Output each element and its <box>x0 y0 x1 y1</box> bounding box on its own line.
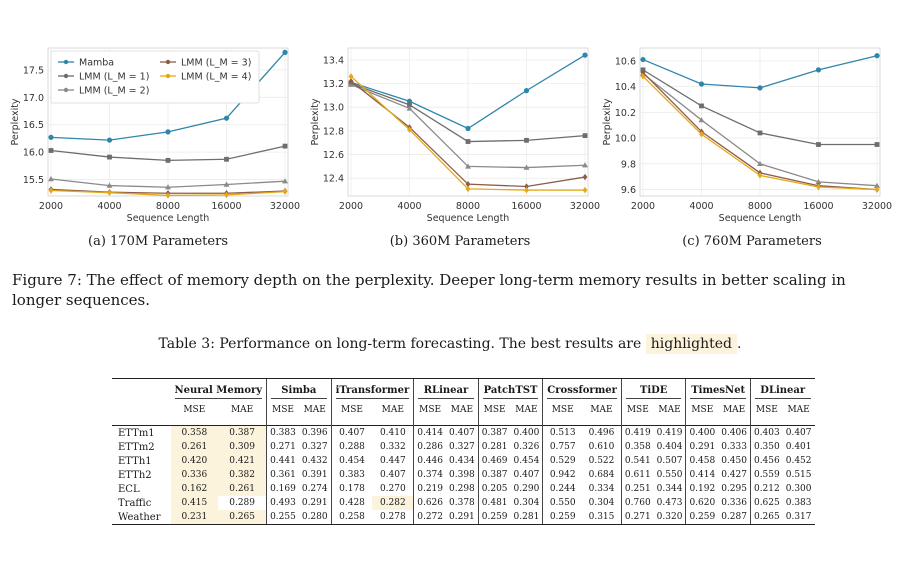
metric-value: 0.420 <box>171 454 219 468</box>
table-caption-suffix: . <box>737 336 742 352</box>
legend-marker <box>64 88 68 92</box>
y-tick-label: 10.6 <box>614 56 636 68</box>
x-tick-label: 4000 <box>689 201 714 212</box>
data-point <box>166 158 171 163</box>
model-header <box>621 379 686 402</box>
metric-value: 0.942 <box>543 468 582 482</box>
metric-value: 0.611 <box>621 468 653 482</box>
metric-value: 0.304 <box>513 498 540 508</box>
metric-value: 0.515 <box>785 470 812 480</box>
chart-svg <box>600 40 892 230</box>
y-tick-label: 17.5 <box>22 65 44 77</box>
metric-value: 0.298 <box>449 484 475 494</box>
metric-header: MAE <box>787 405 810 415</box>
subcaption-c: (c) 760M Parameters <box>682 234 822 249</box>
x-axis-label: Sequence Length <box>718 213 802 224</box>
metric-value: 0.383 <box>785 498 812 508</box>
metric-value: 0.280 <box>299 510 331 525</box>
data-point <box>583 133 588 138</box>
table-row <box>112 440 815 454</box>
metric-value: 0.481 <box>478 496 510 510</box>
metric-value: 0.421 <box>218 454 266 468</box>
data-point <box>524 138 529 143</box>
x-tick-label: 32000 <box>569 201 601 212</box>
table-row <box>112 496 815 510</box>
y-tick-label: 17.0 <box>22 92 44 104</box>
y-tick-label: 9.6 <box>620 185 636 197</box>
metric-value: 0.522 <box>588 456 615 466</box>
metric-value: 0.406 <box>718 426 750 441</box>
model-header <box>267 379 332 402</box>
model-header <box>171 379 267 402</box>
model-name: Simba <box>271 385 327 399</box>
y-tick-label: 10.2 <box>614 107 636 119</box>
metric-value: 0.336 <box>171 468 219 482</box>
metric-value: 0.327 <box>449 442 475 452</box>
x-tick-label: 8000 <box>455 201 481 212</box>
model-name: TiDE <box>626 385 682 399</box>
metric-value: 0.261 <box>171 440 219 454</box>
x-tick-label: 8000 <box>747 201 773 212</box>
metric-value: 0.400 <box>511 426 543 441</box>
metric-value: 0.620 <box>686 496 718 510</box>
data-point <box>107 137 112 142</box>
metric-value: 0.270 <box>379 484 406 494</box>
y-tick-label: 13.0 <box>322 102 344 114</box>
metric-value: 0.162 <box>171 482 219 496</box>
data-point <box>699 104 704 109</box>
data-point <box>757 85 762 90</box>
y-tick-label: 13.2 <box>322 79 344 91</box>
y-axis-label: Perplexity <box>310 98 321 146</box>
table-row <box>112 454 815 468</box>
metric-value: 0.169 <box>267 482 299 496</box>
metric-value: 0.300 <box>785 484 812 494</box>
metric-value: 0.625 <box>750 496 782 510</box>
metric-value: 0.441 <box>267 454 299 468</box>
data-point <box>466 139 471 144</box>
table-header-models <box>112 379 815 402</box>
metric-value: 0.259 <box>478 510 510 525</box>
table-caption-highlight: highlighted <box>646 334 737 354</box>
metric-value: 0.473 <box>656 498 683 508</box>
metric-value: 0.396 <box>299 426 331 441</box>
metric-value: 0.387 <box>478 426 510 441</box>
metric-value: 0.265 <box>218 510 266 525</box>
metric-header: MAE <box>450 405 474 415</box>
metric-value: 0.334 <box>588 484 615 494</box>
data-point <box>816 67 821 72</box>
metric-value: 0.383 <box>267 426 299 441</box>
metric-header: MSE <box>183 405 206 415</box>
metric-value: 0.272 <box>414 510 446 525</box>
metric-value: 0.205 <box>478 482 510 496</box>
data-point <box>699 81 704 86</box>
x-tick-label: 2000 <box>38 201 64 212</box>
metric-value: 0.358 <box>171 426 219 441</box>
metric-value: 0.407 <box>331 426 372 441</box>
x-tick-label: 8000 <box>155 201 181 212</box>
metric-header: MSE <box>621 401 653 426</box>
x-tick-label: 32000 <box>861 201 893 212</box>
metric-header: MSE <box>543 401 582 426</box>
metric-value: 0.757 <box>543 440 582 454</box>
dataset-name: ECL <box>118 483 140 495</box>
metric-value: 0.251 <box>621 482 653 496</box>
model-header <box>543 379 622 402</box>
chart-170m <box>8 40 300 230</box>
legend-label: LMM (L_M = 1) <box>79 71 150 83</box>
figure-caption: Figure 7: The effect of memory depth on the perplexity. Deeper long-term memory results in better scaling in longer sequences. <box>12 271 846 309</box>
data-point <box>875 142 880 147</box>
dataset-name: ETTh2 <box>118 469 152 481</box>
metric-value: 0.291 <box>686 440 718 454</box>
dataset-name: ETTm2 <box>118 441 155 453</box>
metric-header: MSE <box>331 401 372 426</box>
metric-value: 0.350 <box>750 440 782 454</box>
data-point <box>874 53 879 58</box>
metric-value: 0.255 <box>267 510 299 525</box>
metric-value: 0.407 <box>379 470 406 480</box>
model-header <box>414 379 479 402</box>
table-row <box>112 482 815 496</box>
y-tick-label: 16.0 <box>22 147 44 159</box>
x-tick-label: 16000 <box>803 201 834 212</box>
metric-value: 0.261 <box>218 482 266 496</box>
metric-value: 0.304 <box>588 498 615 508</box>
metric-header: MAE <box>722 405 746 415</box>
metric-header: MSE <box>750 401 782 426</box>
metric-value: 0.192 <box>686 482 718 496</box>
legend-label: LMM (L_M = 3) <box>181 57 252 69</box>
x-tick-label: 2000 <box>630 201 656 212</box>
data-point <box>49 148 54 153</box>
forecasting-results-table <box>112 378 815 525</box>
metric-value: 0.626 <box>414 496 446 510</box>
model-header <box>750 379 814 402</box>
metric-value: 0.259 <box>686 510 718 525</box>
metric-value: 0.513 <box>543 426 582 441</box>
y-tick-label: 13.4 <box>322 55 344 67</box>
table-corner <box>112 401 171 426</box>
y-axis-label: Perplexity <box>10 98 21 146</box>
metric-header: MAE <box>230 405 254 415</box>
metric-value: 0.344 <box>656 484 683 494</box>
metric-value: 0.259 <box>543 510 582 525</box>
metric-header: MAE <box>590 405 613 415</box>
data-point <box>640 57 645 62</box>
metric-value: 0.428 <box>331 496 372 510</box>
metric-header: MSE <box>478 401 510 426</box>
metric-value: 0.415 <box>171 496 219 510</box>
metric-header: MAE <box>303 405 326 415</box>
table-caption <box>0 336 900 352</box>
table-corner <box>112 379 171 402</box>
y-tick-label: 10.0 <box>614 133 636 145</box>
y-tick-label: 16.5 <box>22 120 44 132</box>
metric-value: 0.315 <box>582 510 621 525</box>
metric-value: 0.332 <box>379 442 406 452</box>
dataset-name: Weather <box>112 510 171 525</box>
model-name: iTransformer <box>336 385 410 399</box>
metric-value: 0.374 <box>414 468 446 482</box>
chart-360m <box>308 40 600 230</box>
metric-value: 0.244 <box>543 482 582 496</box>
metric-value: 0.281 <box>478 440 510 454</box>
legend-label: Mamba <box>79 57 115 69</box>
y-tick-label: 15.5 <box>22 175 44 187</box>
metric-value: 0.432 <box>301 456 328 466</box>
metric-value: 0.326 <box>513 442 540 452</box>
metric-value: 0.407 <box>446 426 478 441</box>
y-tick-label: 9.8 <box>620 159 636 171</box>
metric-value: 0.550 <box>543 496 582 510</box>
metric-value: 0.458 <box>686 454 718 468</box>
metric-value: 0.391 <box>301 470 328 480</box>
x-axis-label: Sequence Length <box>126 213 210 224</box>
metric-value: 0.410 <box>372 426 413 441</box>
metric-value: 0.361 <box>267 468 299 482</box>
metric-value: 0.507 <box>656 456 683 466</box>
metric-value: 0.271 <box>267 440 299 454</box>
metric-value: 0.378 <box>449 498 475 508</box>
metric-value: 0.610 <box>588 442 615 452</box>
legend-label: LMM (L_M = 4) <box>181 71 252 83</box>
metric-value: 0.178 <box>331 482 372 496</box>
metric-value: 0.541 <box>621 454 653 468</box>
x-tick-label: 32000 <box>269 201 301 212</box>
chart-760m <box>600 40 892 230</box>
metric-value: 0.427 <box>721 470 747 480</box>
chart-svg <box>308 40 600 230</box>
data-point <box>758 131 763 136</box>
metric-value: 0.419 <box>654 426 686 441</box>
metric-value: 0.383 <box>331 468 372 482</box>
model-name: Crossformer <box>547 385 617 399</box>
data-point <box>282 50 287 55</box>
model-name: Neural Memory <box>175 385 263 399</box>
metric-value: 0.271 <box>621 510 653 525</box>
metric-value: 0.456 <box>750 454 782 468</box>
subcaption-b: (b) 360M Parameters <box>389 234 531 249</box>
metric-value: 0.219 <box>414 482 446 496</box>
dataset-name: ETTh1 <box>118 455 152 467</box>
metric-value: 0.309 <box>218 440 266 454</box>
metric-header: MSE <box>267 401 299 426</box>
metric-value: 0.452 <box>785 456 812 466</box>
metric-value: 0.493 <box>267 496 299 510</box>
dataset-name: ETTm1 <box>112 426 171 441</box>
table-row <box>112 510 815 525</box>
metric-header: MSE <box>686 401 718 426</box>
metric-value: 0.281 <box>511 510 543 525</box>
table-caption-text: Table 3: Performance on long-term forecasting. The best results are <box>158 336 642 352</box>
metric-value: 0.496 <box>582 426 621 441</box>
metric-value: 0.336 <box>721 498 747 508</box>
model-header <box>478 379 543 402</box>
x-tick-label: 16000 <box>211 201 242 212</box>
metric-value: 0.434 <box>449 456 475 466</box>
metric-value: 0.529 <box>543 454 582 468</box>
metric-value: 0.327 <box>301 442 328 452</box>
metric-value: 0.288 <box>331 440 372 454</box>
metric-value: 0.290 <box>513 484 540 494</box>
data-point <box>224 116 229 121</box>
model-name: PatchTST <box>483 385 539 399</box>
data-point <box>465 126 470 131</box>
metric-value: 0.289 <box>229 498 255 508</box>
table-row <box>112 426 815 441</box>
metric-value: 0.291 <box>301 498 328 508</box>
legend-label: LMM (L_M = 2) <box>79 85 150 97</box>
metric-value: 0.404 <box>656 442 683 452</box>
metric-value: 0.398 <box>449 470 475 480</box>
y-axis-label: Perplexity <box>602 98 613 146</box>
metric-value: 0.414 <box>414 426 446 441</box>
metric-value: 0.407 <box>783 426 815 441</box>
metric-value: 0.447 <box>379 456 406 466</box>
metric-header: MSE <box>414 401 446 426</box>
metric-value: 0.320 <box>654 510 686 525</box>
metric-value: 0.760 <box>621 496 653 510</box>
y-tick-label: 12.8 <box>322 126 344 138</box>
metric-value: 0.450 <box>721 456 747 466</box>
metric-value: 0.274 <box>301 484 328 494</box>
x-tick-label: 4000 <box>397 201 422 212</box>
metric-value: 0.387 <box>478 468 510 482</box>
model-name: DLinear <box>755 385 811 399</box>
model-header <box>686 379 751 402</box>
x-tick-label: 4000 <box>97 201 122 212</box>
metric-value: 0.291 <box>446 510 478 525</box>
metric-value: 0.278 <box>372 510 413 525</box>
subcaption-a: (a) 170M Parameters <box>88 234 228 249</box>
x-tick-label: 2000 <box>338 201 364 212</box>
metric-value: 0.358 <box>621 440 653 454</box>
metric-value: 0.401 <box>785 442 812 452</box>
chart-svg <box>8 40 300 230</box>
metric-value: 0.454 <box>331 454 372 468</box>
data-point <box>524 88 529 93</box>
metric-value: 0.446 <box>414 454 446 468</box>
metric-value: 0.333 <box>721 442 747 452</box>
metric-value: 0.282 <box>372 496 413 510</box>
x-axis-label: Sequence Length <box>426 213 510 224</box>
legend-marker <box>64 60 68 64</box>
data-point <box>107 155 112 160</box>
y-tick-label: 12.6 <box>322 150 344 162</box>
metric-value: 0.258 <box>331 510 372 525</box>
metric-value: 0.387 <box>218 426 266 441</box>
data-point <box>224 157 229 162</box>
chart-legend <box>51 51 259 103</box>
metric-value: 0.265 <box>750 510 782 525</box>
metric-header: MAE <box>658 405 681 415</box>
metric-value: 0.286 <box>414 440 446 454</box>
metric-value: 0.684 <box>588 470 615 480</box>
metric-value: 0.559 <box>750 468 782 482</box>
model-name: RLinear <box>418 385 474 399</box>
model-name: TimesNet <box>690 385 746 399</box>
y-tick-label: 12.4 <box>322 173 344 185</box>
metric-value: 0.317 <box>783 510 815 525</box>
metric-value: 0.403 <box>750 426 782 441</box>
metric-value: 0.231 <box>171 510 219 525</box>
legend-marker <box>166 74 170 78</box>
metric-value: 0.400 <box>686 426 718 441</box>
metric-value: 0.407 <box>513 470 540 480</box>
data-point <box>48 135 53 140</box>
data-point <box>283 144 288 149</box>
metric-value: 0.382 <box>218 468 266 482</box>
data-point <box>165 129 170 134</box>
dataset-name: Traffic <box>118 497 152 509</box>
metric-value: 0.550 <box>656 470 683 480</box>
data-point <box>582 53 587 58</box>
metric-header: MAE <box>515 405 538 415</box>
metric-value: 0.469 <box>478 454 510 468</box>
metric-value: 0.419 <box>621 426 653 441</box>
model-header <box>331 379 414 402</box>
data-point <box>816 142 821 147</box>
metric-header: MAE <box>381 405 404 415</box>
table-header-metrics <box>112 401 815 426</box>
metric-value: 0.454 <box>513 456 540 466</box>
metric-value: 0.212 <box>750 482 782 496</box>
table-row <box>112 468 815 482</box>
legend-marker <box>166 60 170 64</box>
metric-value: 0.295 <box>721 484 747 494</box>
metric-value: 0.414 <box>686 468 718 482</box>
legend-marker <box>64 74 68 78</box>
metric-value: 0.287 <box>718 510 750 525</box>
x-tick-label: 16000 <box>511 201 542 212</box>
y-tick-label: 10.4 <box>614 82 636 94</box>
